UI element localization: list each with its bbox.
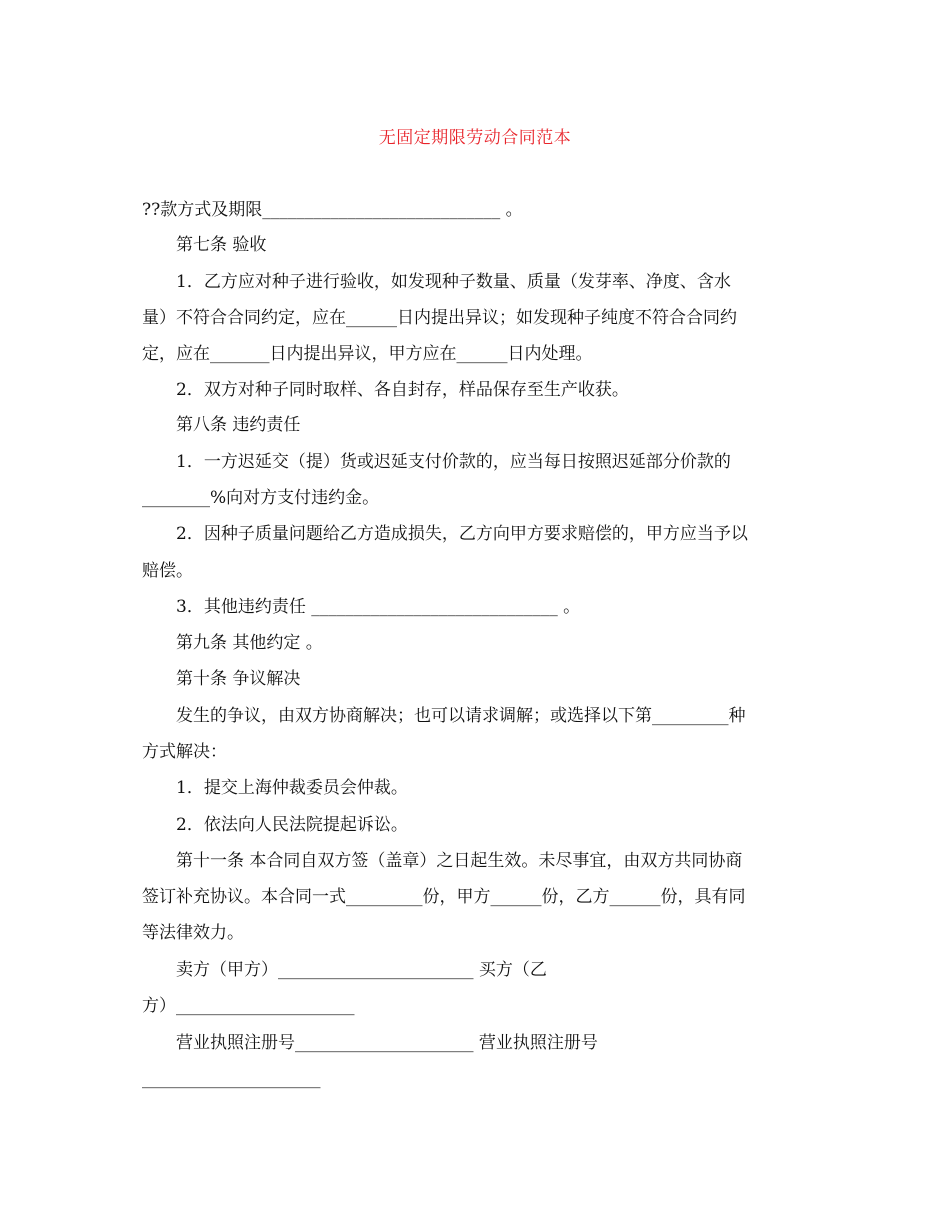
article-7-clause-1-line-1: 1．乙方应对种子进行验收，如发现种子数量、质量（发芽率、净度、含水 [176,272,731,292]
seller-buyer-signature-line-2: 方）_____________________ [142,996,355,1016]
business-license-line-2: _____________________ [142,1069,321,1089]
article-7-clause-1-line-2: 量）不符合合同约定，应在______日内提出异议；如发现种子纯度不符合合同约 [142,308,737,328]
article-9-heading: 第九条 其他约定 。 [176,633,323,653]
article-10-option-1: 1．提交上海仲裁委员会仲裁。 [176,778,408,798]
article-8-clause-2-line-2: 赔偿。 [142,561,193,581]
article-8-clause-2-line-1: 2．因种子质量问题给乙方造成损失，乙方向甲方要求赔偿的，甲方应当予以 [176,524,748,544]
article-10-text-line-1: 发生的争议，由双方协商解决；也可以请求调解；或选择以下第_________种 [176,706,746,726]
payment-terms-line: ??款方式及期限____________________________ 。 [142,200,523,220]
business-license-line-1: 营业执照注册号_____________________ 营业执照注册号 [176,1033,598,1053]
article-7-clause-1-line-3: 定，应在_______日内提出异议，甲方应在______日内处理。 [142,344,593,364]
seller-buyer-signature-line-1: 卖方（甲方）_______________________ 买方（乙 [176,960,547,980]
article-11-line-1: 第十一条 本合同自双方签（盖章）之日起生效。未尽事宜，由双方共同协商 [176,851,743,871]
article-8-clause-1-line-2: ________%向对方支付违约金。 [142,488,380,508]
article-8-heading: 第八条 违约责任 [176,415,301,435]
document-title: 无固定期限劳动合同范本 [378,128,572,148]
article-8-clause-1-line-1: 1．一方迟延交（提）货或迟延支付价款的，应当每日按照迟延部分价款的 [176,452,731,472]
article-11-line-3: 等法律效力。 [142,923,244,943]
article-10-option-2: 2．依法向人民法院提起诉讼。 [176,815,408,835]
article-10-text-line-2: 方式解决： [142,742,227,762]
article-7-heading: 第七条 验收 [176,235,267,255]
article-10-heading: 第十条 争议解决 [176,669,301,689]
article-7-clause-2: 2．双方对种子同时取样、各自封存，样品保存至生产收获。 [176,380,629,400]
article-8-clause-3: 3．其他违约责任 _____________________________ 。 [176,597,581,617]
article-11-line-2: 签订补充协议。本合同一式_________份，甲方______份，乙方______份，具有同 [142,887,746,907]
